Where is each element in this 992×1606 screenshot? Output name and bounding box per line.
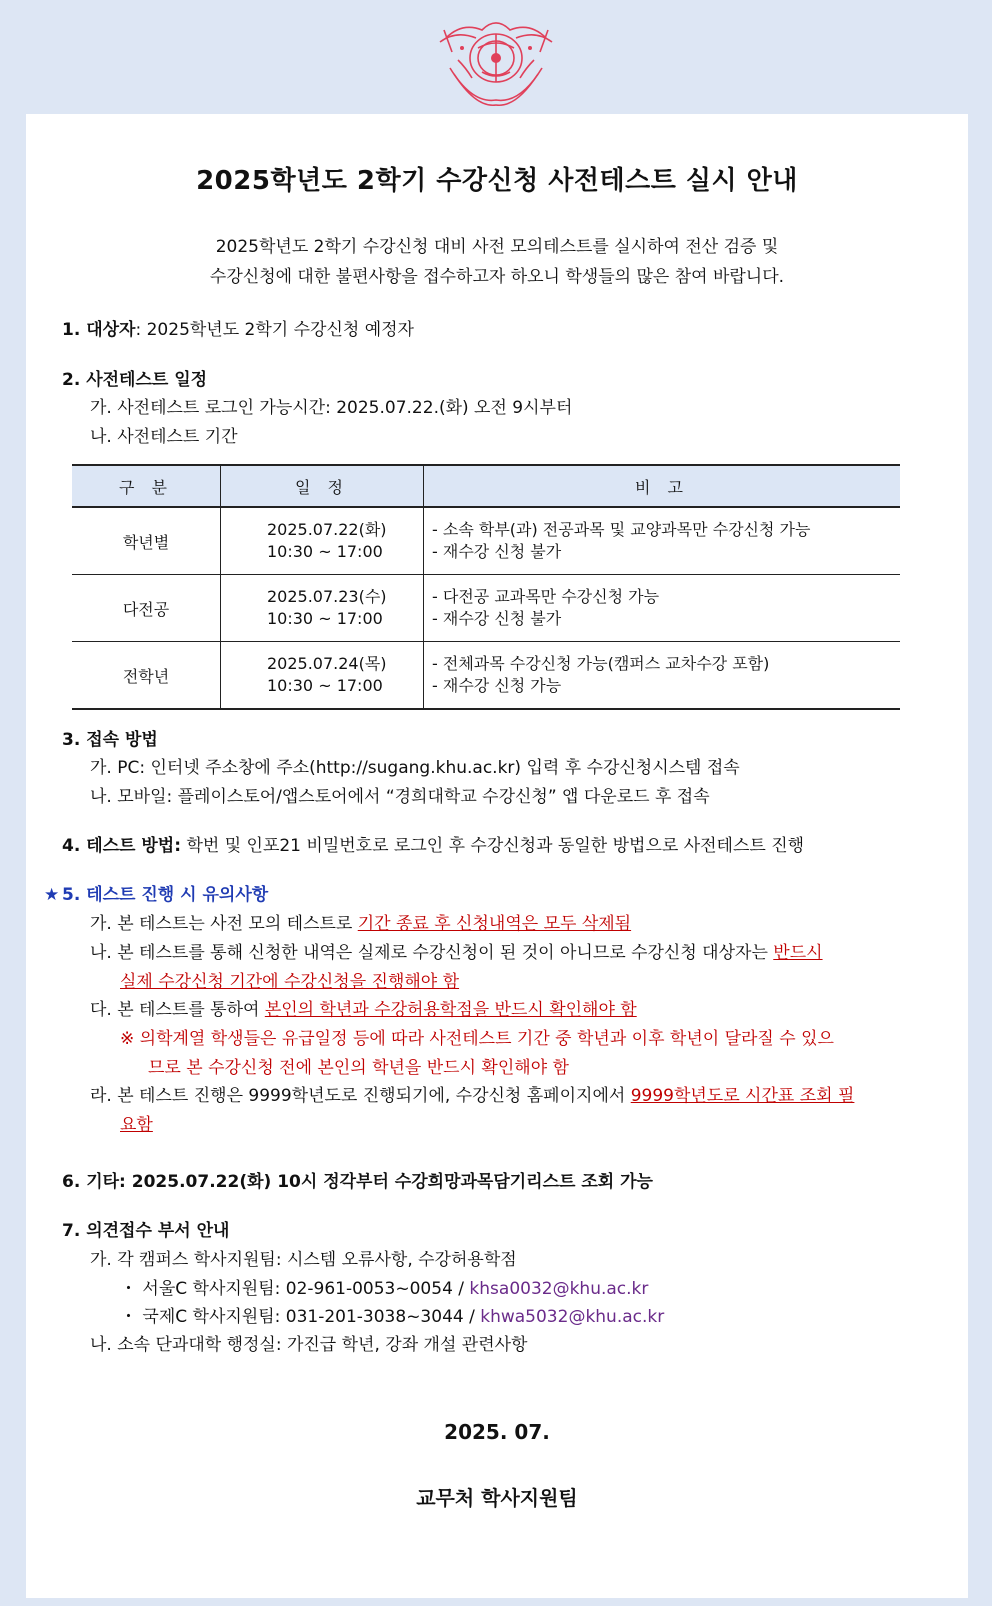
table-cell-schedule [221,507,424,575]
table-cell-type: 다전공 [72,575,221,642]
table-row [72,642,900,710]
star-icon: ★ [44,885,60,905]
caution-emphasis: 요함 [120,1115,153,1135]
contact-seoul [120,1275,648,1304]
caution-emphasis: 기간 종료 후 신청내역은 모두 삭제됨 [357,914,632,934]
table-cell-note [424,575,901,642]
section-heading: 5. 테스트 진행 시 유의사항 [62,885,269,905]
intro-paragraph [26,232,968,292]
caution-emphasis: 반드시 [773,943,823,963]
section-body: 학번 및 인포21 비밀번호로 로그인 후 수강신청과 동일한 방법으로 사전테스트 진행 [181,836,805,856]
note-line: - 소속 학부(과) 전공과목 및 교양과목만 수강신청 가능 [432,520,811,539]
intro-line: 수강신청에 대한 불편사항을 접수하고자 하오니 학생들의 많은 참여 바랍니다. [209,267,785,287]
section-heading: 1. 대상자 [62,320,136,340]
note-line: - 전체과목 수강신청 가능(캠퍼스 교차수강 포함) [432,654,770,673]
section-body: 2025.07.22(화) 10시 정각부터 수강희망과목담기리스트 조회 가능 [125,1172,653,1192]
section-heading: 7. 의견접수 부서 안내 [62,1221,230,1241]
section-target [62,316,414,345]
section-access-heading [62,726,158,755]
section-schedule-heading [62,366,207,395]
schedule-date: 2025.07.24(목) [267,654,387,673]
caution-d-cont [120,1111,153,1140]
caution-d [90,1082,854,1111]
note-line: - 재수강 신청 불가 [432,542,562,561]
schedule-time: 10:30 ~ 17:00 [267,676,383,695]
table-header: 비 고 [424,465,901,507]
schedule-login-time: 가. 사전테스트 로그인 가능시간: 2025.07.22.(화) 오전 9시부터 [90,398,573,418]
table-row [72,507,900,575]
access-mobile: 나. 모바일: 플레이스토어/앱스토어에서 “경희대학교 수강신청” 앱 다운로드 후 접속 [90,787,710,807]
table-row [72,575,900,642]
caution-emphasis: 본인의 학년과 수강허용학점을 반드시 확인해야 함 [264,1000,637,1020]
section-heading: 4. 테스트 방법: [62,836,182,856]
notice-document [26,114,968,1598]
schedule-date: 2025.07.22(화) [267,520,387,539]
note-line: - 재수강 신청 불가 [432,609,562,628]
page-title: 2025학년도 2학기 수강신청 사전테스트 실시 안내 [196,166,798,196]
section-test-method [62,832,804,861]
caution-note: ※ 의학계열 학생들은 유급일정 등에 따라 사전테스트 기간 중 학년과 이후 학년이 달라질 수 있으 [120,1029,834,1049]
table-header-row [72,465,900,507]
caution-note-cont: 므로 본 수강신청 전에 본인의 학년을 반드시 확인해야 함 [148,1058,569,1078]
table-cell-type: 전학년 [72,642,221,710]
intro-line: 2025학년도 2학기 수강신청 대비 사전 모의테스트를 실시하여 전산 검증 및 [215,237,779,257]
caution-a [90,910,631,939]
section-heading: 2. 사전테스트 일정 [62,370,208,390]
caution-b-cont [120,968,459,997]
table-header: 구 분 [72,465,221,507]
section-heading: 3. 접속 방법 [62,730,158,750]
caution-b [90,939,823,968]
footer-date: 2025. 07. [444,1420,550,1444]
contact-email-link[interactable]: khwa5032@khu.ac.kr [480,1307,665,1327]
contact-phone: ・ 국제C 학사지원팀: 031-201-3038~3044 / [120,1307,481,1327]
caution-text: 나. 본 테스트를 통해 신청한 내역은 실제로 수강신청이 된 것이 아니므로 수강신청 대상자는 [90,943,774,963]
schedule-time: 10:30 ~ 17:00 [267,609,383,628]
table-cell-type: 학년별 [72,507,221,575]
table-header: 일 정 [221,465,424,507]
schedule-date: 2025.07.23(수) [267,587,387,606]
caution-c [90,996,637,1025]
access-pc: 가. PC: 인터넷 주소창에 주소(http://sugang.khu.ac.kr) 입력 후 수강신청시스템 접속 [90,758,740,778]
note-line: - 재수강 신청 가능 [432,676,562,695]
caution-text: 가. 본 테스트는 사전 모의 테스트로 [90,914,358,934]
university-seal-logo [432,8,560,112]
section-heading: 6. 기타: [62,1172,126,1192]
caution-emphasis: 9999학년도로 시간표 조회 필 [630,1086,855,1106]
footer-organization: 교무처 학사지원팀 [416,1486,578,1510]
contact-campus: 가. 각 캠퍼스 학사지원팀: 시스템 오류사항, 수강허용학점 [90,1250,517,1270]
caution-text: 다. 본 테스트를 통하여 [90,1000,265,1020]
section-contact-heading [62,1217,229,1246]
caution-emphasis: 실제 수강신청 기간에 수강신청을 진행해야 함 [120,972,460,992]
table-cell-schedule [221,575,424,642]
schedule-period-label: 나. 사전테스트 기간 [90,427,238,447]
table-cell-note [424,642,901,710]
contact-global [120,1303,664,1332]
table-cell-note [424,507,901,575]
table-cell-schedule [221,642,424,710]
schedule-table [72,464,900,710]
contact-phone: ・ 서울C 학사지원팀: 02-961-0053~0054 / [120,1279,470,1299]
contact-college: 나. 소속 단과대학 행정실: 가진급 학년, 강좌 개설 관련사항 [90,1335,528,1355]
section-body: : 2025학년도 2학기 수강신청 예정자 [135,320,414,340]
schedule-time: 10:30 ~ 17:00 [267,542,383,561]
contact-email-link[interactable]: khsa0032@khu.ac.kr [469,1279,649,1299]
section-other [62,1168,653,1197]
section-cautions-heading [62,881,268,910]
note-line: - 다전공 교과목만 수강신청 가능 [432,587,660,606]
caution-text: 라. 본 테스트 진행은 9999학년도로 진행되기에, 수강신청 홈페이지에서 [90,1086,631,1106]
